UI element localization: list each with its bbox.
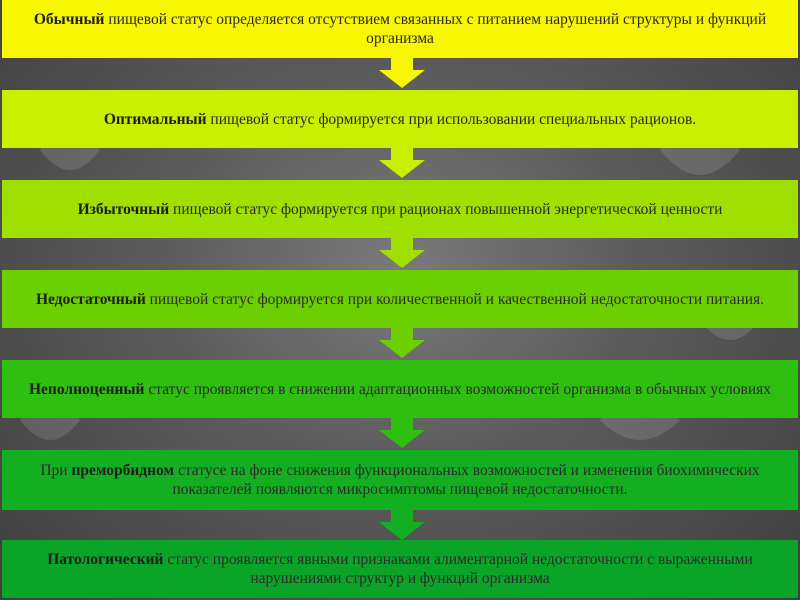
status-box-insufficient	[2, 270, 798, 328]
status-text: Патологический статус проявляется явными признаками алиментарной недостаточности с выраженными нарушениями структур и функций организма	[47, 551, 753, 587]
status-box-inadequate	[2, 360, 798, 418]
status-box-premorbid	[2, 450, 798, 510]
status-box-pathological	[2, 540, 798, 598]
down-arrow-icon	[379, 418, 425, 448]
status-text: Оптимальный пищевой статус формируется при использовании специальных рационов.	[103, 110, 697, 128]
status-box-excess	[2, 180, 798, 238]
down-arrow-icon	[379, 328, 425, 358]
status-text: Избыточный пищевой статус формируется при рационах повышенной энергетической ценности	[77, 200, 723, 218]
down-arrow-icon	[379, 238, 425, 268]
status-box-optimal	[2, 90, 798, 148]
status-text: Неполноценный статус проявляется в снижении адаптационных возможностей организма в обычных условиях	[28, 380, 771, 398]
down-arrow-icon	[379, 148, 425, 178]
down-arrow-icon	[379, 510, 425, 540]
down-arrow-icon	[379, 58, 425, 88]
status-text: При преморбидном статусе на фоне снижения функциональных возможностей и изменения биохимических показателей появляются микросимптомы пищевой недостаточности.	[40, 462, 760, 498]
status-text: Недостаточный пищевой статус формируется при количественной и качественной недостаточности питания.	[35, 290, 765, 308]
status-text: Обычный пищевой статус определяется отсутствием связанных с питанием нарушений структуры и функций организма	[33, 11, 767, 47]
status-box-normal	[2, 0, 798, 58]
